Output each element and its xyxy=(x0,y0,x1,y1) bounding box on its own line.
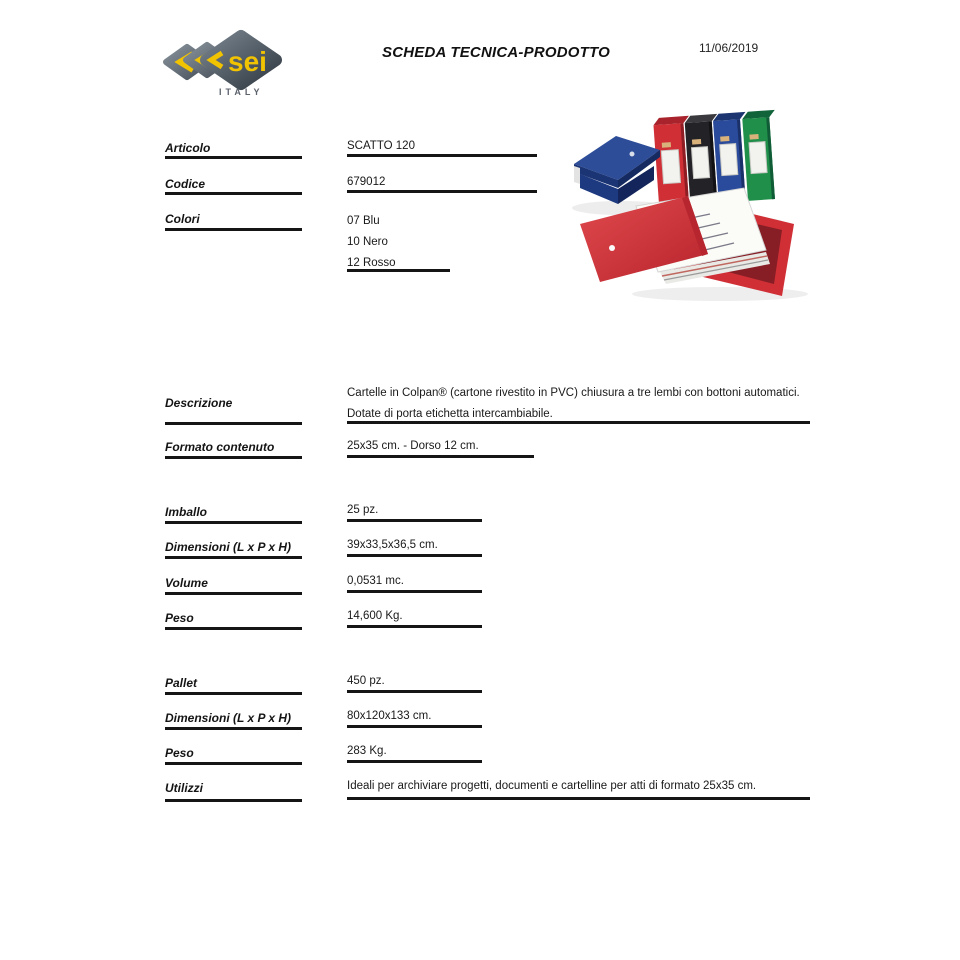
dimensioni-imballo-value-rule xyxy=(347,554,482,557)
dimensioni-imballo-value: 39x33,5x36,5 cm. xyxy=(347,539,438,551)
logo-main-diamond xyxy=(206,36,276,84)
pallet-value-rule xyxy=(347,690,482,693)
colori-value-nero: 10 Nero xyxy=(347,236,388,248)
colori-value-blu: 07 Blu xyxy=(347,215,380,227)
colori-value-rule xyxy=(347,269,450,272)
standing-file-green xyxy=(742,110,781,201)
volume-label-rule xyxy=(165,592,302,595)
articolo-label: Articolo xyxy=(165,141,211,155)
peso-imballo-value: 14,600 Kg. xyxy=(347,610,403,622)
page-title: SCHEDA TECNICA-PRODOTTO xyxy=(382,44,610,61)
utilizzi-value: Ideali per archiviare progetti, documenti e cartelline per atti di formato 25x35 cm. xyxy=(347,780,757,792)
colori-label-rule xyxy=(165,228,302,231)
imballo-value: 25 pz. xyxy=(347,504,379,516)
formato-contenuto-value: 25x35 cm. - Dorso 12 cm. xyxy=(347,440,479,452)
descrizione-label-rule xyxy=(165,422,302,425)
pallet-label-rule xyxy=(165,692,302,695)
formato-contenuto-label: Formato contenuto xyxy=(165,440,275,454)
articolo-value-rule xyxy=(347,154,537,157)
articolo-label-rule xyxy=(165,156,302,159)
dimensioni-pallet-value-rule xyxy=(347,725,482,728)
dimensioni-pallet-value: 80x120x133 cm. xyxy=(347,710,432,722)
logo-country-text: ITALY xyxy=(219,87,264,97)
imballo-value-rule xyxy=(347,519,482,522)
utilizzi-label-rule xyxy=(165,799,302,802)
imballo-label: Imballo xyxy=(165,505,208,519)
volume-value-rule xyxy=(347,590,482,593)
closed-box-navy xyxy=(574,136,660,204)
colori-values xyxy=(347,211,396,274)
codice-value: 679012 xyxy=(347,176,386,188)
volume-label: Volume xyxy=(165,576,208,590)
imballo-label-rule xyxy=(165,521,302,524)
snap-button xyxy=(630,152,635,157)
codice-value-rule xyxy=(347,190,537,193)
colori-label: Colori xyxy=(165,212,200,226)
formato-contenuto-value-rule xyxy=(347,455,534,458)
peso-imballo-value-rule xyxy=(347,625,482,628)
utilizzi-value-rule xyxy=(347,797,810,800)
peso-pallet-value: 283 Kg. xyxy=(347,745,387,757)
peso-pallet-label: Peso xyxy=(165,746,194,760)
utilizzi-label: Utilizzi xyxy=(165,781,203,795)
volume-value: 0,0531 mc. xyxy=(347,575,404,587)
dimensioni-imballo-label-rule xyxy=(165,556,302,559)
peso-pallet-label-rule xyxy=(165,762,302,765)
codice-label-rule xyxy=(165,192,302,195)
peso-pallet-value-rule xyxy=(347,760,482,763)
dimensioni-imballo-label: Dimensioni (L x P x H) xyxy=(165,540,292,554)
document-date: 11/06/2019 xyxy=(699,41,759,55)
pallet-value: 450 pz. xyxy=(347,675,385,687)
peso-imballo-label: Peso xyxy=(165,611,194,625)
dimensioni-pallet-label-rule xyxy=(165,727,302,730)
formato-contenuto-label-rule xyxy=(165,456,302,459)
product-photo xyxy=(560,106,820,306)
peso-imballo-label-rule xyxy=(165,627,302,630)
logo-brand-text: sei xyxy=(228,46,267,77)
pallet-label: Pallet xyxy=(165,676,198,690)
codice-label: Codice xyxy=(165,177,206,191)
spine-label xyxy=(574,166,580,184)
descrizione-label: Descrizione xyxy=(165,396,233,410)
colori-value-rosso: 12 Rosso xyxy=(347,257,396,269)
articolo-value: SCATTO 120 xyxy=(347,140,415,152)
dimensioni-pallet-label: Dimensioni (L x P x H) xyxy=(165,711,292,725)
descrizione-value: Cartelle in Colpan® (cartone rivestito in PVC) chiusura a tre lembi con bottoni automatici. Dotate di porta etichetta intercambiabile. xyxy=(347,387,800,420)
descrizione-value-rule xyxy=(347,421,810,424)
button-hole xyxy=(609,245,615,251)
